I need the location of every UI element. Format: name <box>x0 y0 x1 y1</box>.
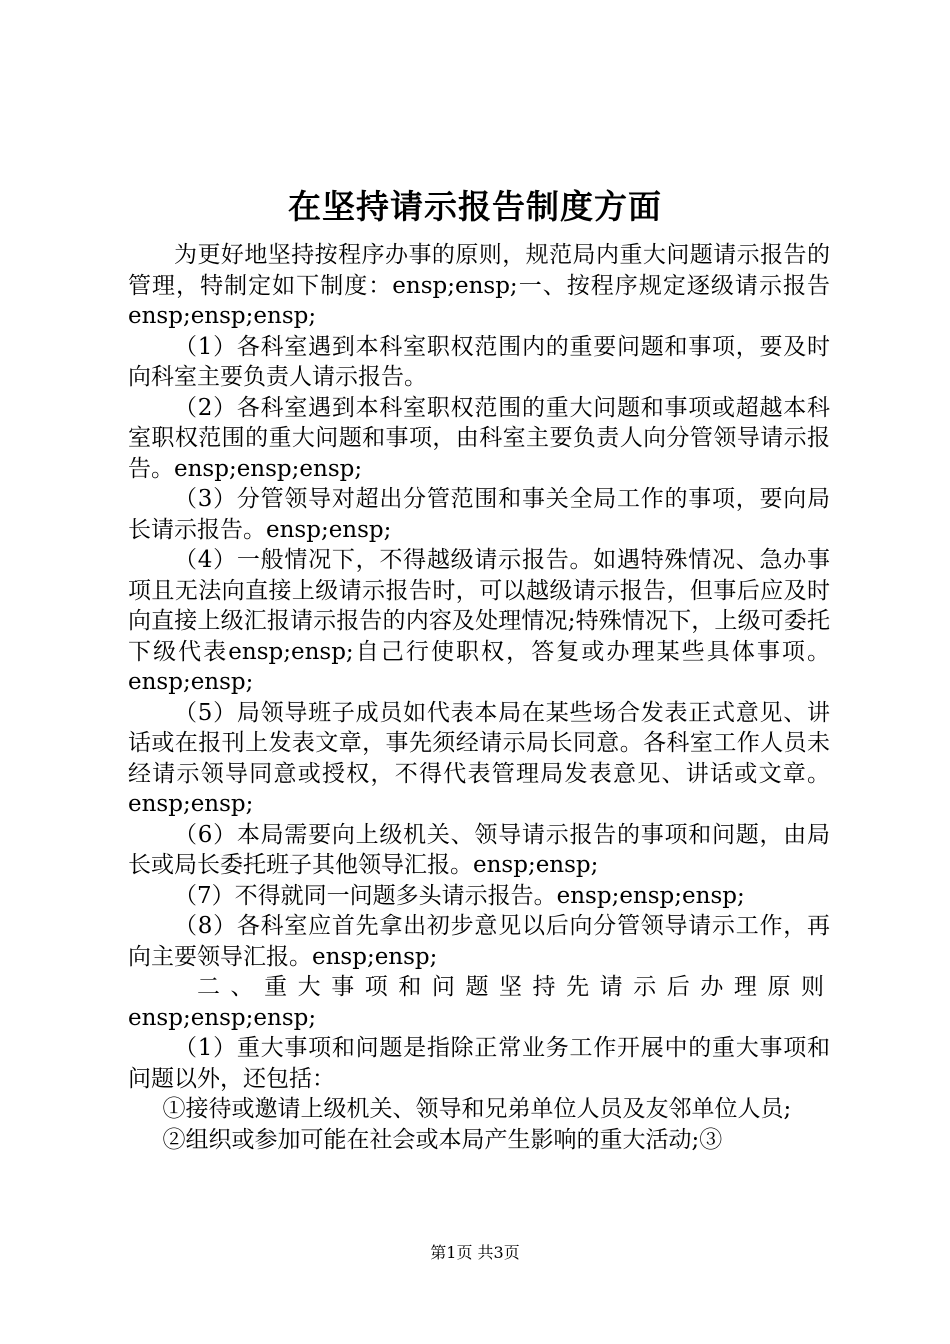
paragraph-item-5: （5）局领导班子成员如代表本局在某些场合发表正式意见、讲话或在报刊上发表文章，事先须经请示局长同意。各科室工作人员未经请示领导同意或授权，不得代表管理局发表意见、讲话或文章。ensp;ensp; <box>128 699 830 817</box>
section-heading-2-continuation: ensp;ensp;ensp; <box>128 1004 317 1031</box>
paragraph-item-3: （3）分管领导对超出分管范围和事关全局工作的事项，要向局长请示报告。ensp;ensp; <box>128 486 830 543</box>
page-footer: 第1页 共3页 <box>430 1243 520 1262</box>
document-title: 在坚持请示报告制度方面 <box>288 187 662 226</box>
paragraph-section2-item-1: （1）重大事项和问题是指除正常业务工作开展中的重大事项和问题以外，还包括： <box>128 1035 830 1092</box>
paragraph-intro: 为更好地坚持按程序办事的原则，规范局内重大问题请示报告的管理，特制定如下制度：ensp;ensp;一、按程序规定逐级请示报告ensp;ensp;ensp; <box>128 242 830 329</box>
paragraph-circled-1: ①接待或邀请上级机关、领导和兄弟单位人员及友邻单位人员; <box>162 1096 792 1122</box>
paragraph-item-2: （2）各科室遇到本科室职权范围的重大问题和事项或超越本科室职权范围的重大问题和事项，由科室主要负责人向分管领导请示报告。ensp;ensp;ensp; <box>128 394 830 482</box>
section-heading-2: 二、重大事项和问题坚持先请示后办理原则 <box>197 974 830 1000</box>
paragraph-item-1: （1）各科室遇到本科室职权范围内的重要问题和事项，要及时向科室主要负责人请示报告。 <box>128 333 830 390</box>
paragraph-item-8: （8）各科室应首先拿出初步意见以后向分管领导请示工作，再向主要领导汇报。ensp;ensp; <box>128 913 830 970</box>
paragraph-item-6: （6）本局需要向上级机关、领导请示报告的事项和问题，由局长或局长委托班子其他领导汇报。ensp;ensp; <box>128 821 830 878</box>
paragraph-item-4: （4）一般情况下，不得越级请示报告。如遇特殊情况、急办事项且无法向直接上级请示报告时，可以越级请示报告，但事后应及时向直接上级汇报请示报告的内容及处理情况;特殊情况下，上级可委托下级代表ensp;ensp;自己行使职权，答复或办理某些具体事项。ensp;ensp; <box>128 547 830 695</box>
paragraph-item-7: （7）不得就同一问题多头请示报告。ensp;ensp;ensp; <box>174 882 745 909</box>
document-body <box>128 240 830 1155</box>
paragraph-circled-2: ②组织或参加可能在社会或本局产生影响的重大活动;③ <box>162 1126 723 1153</box>
